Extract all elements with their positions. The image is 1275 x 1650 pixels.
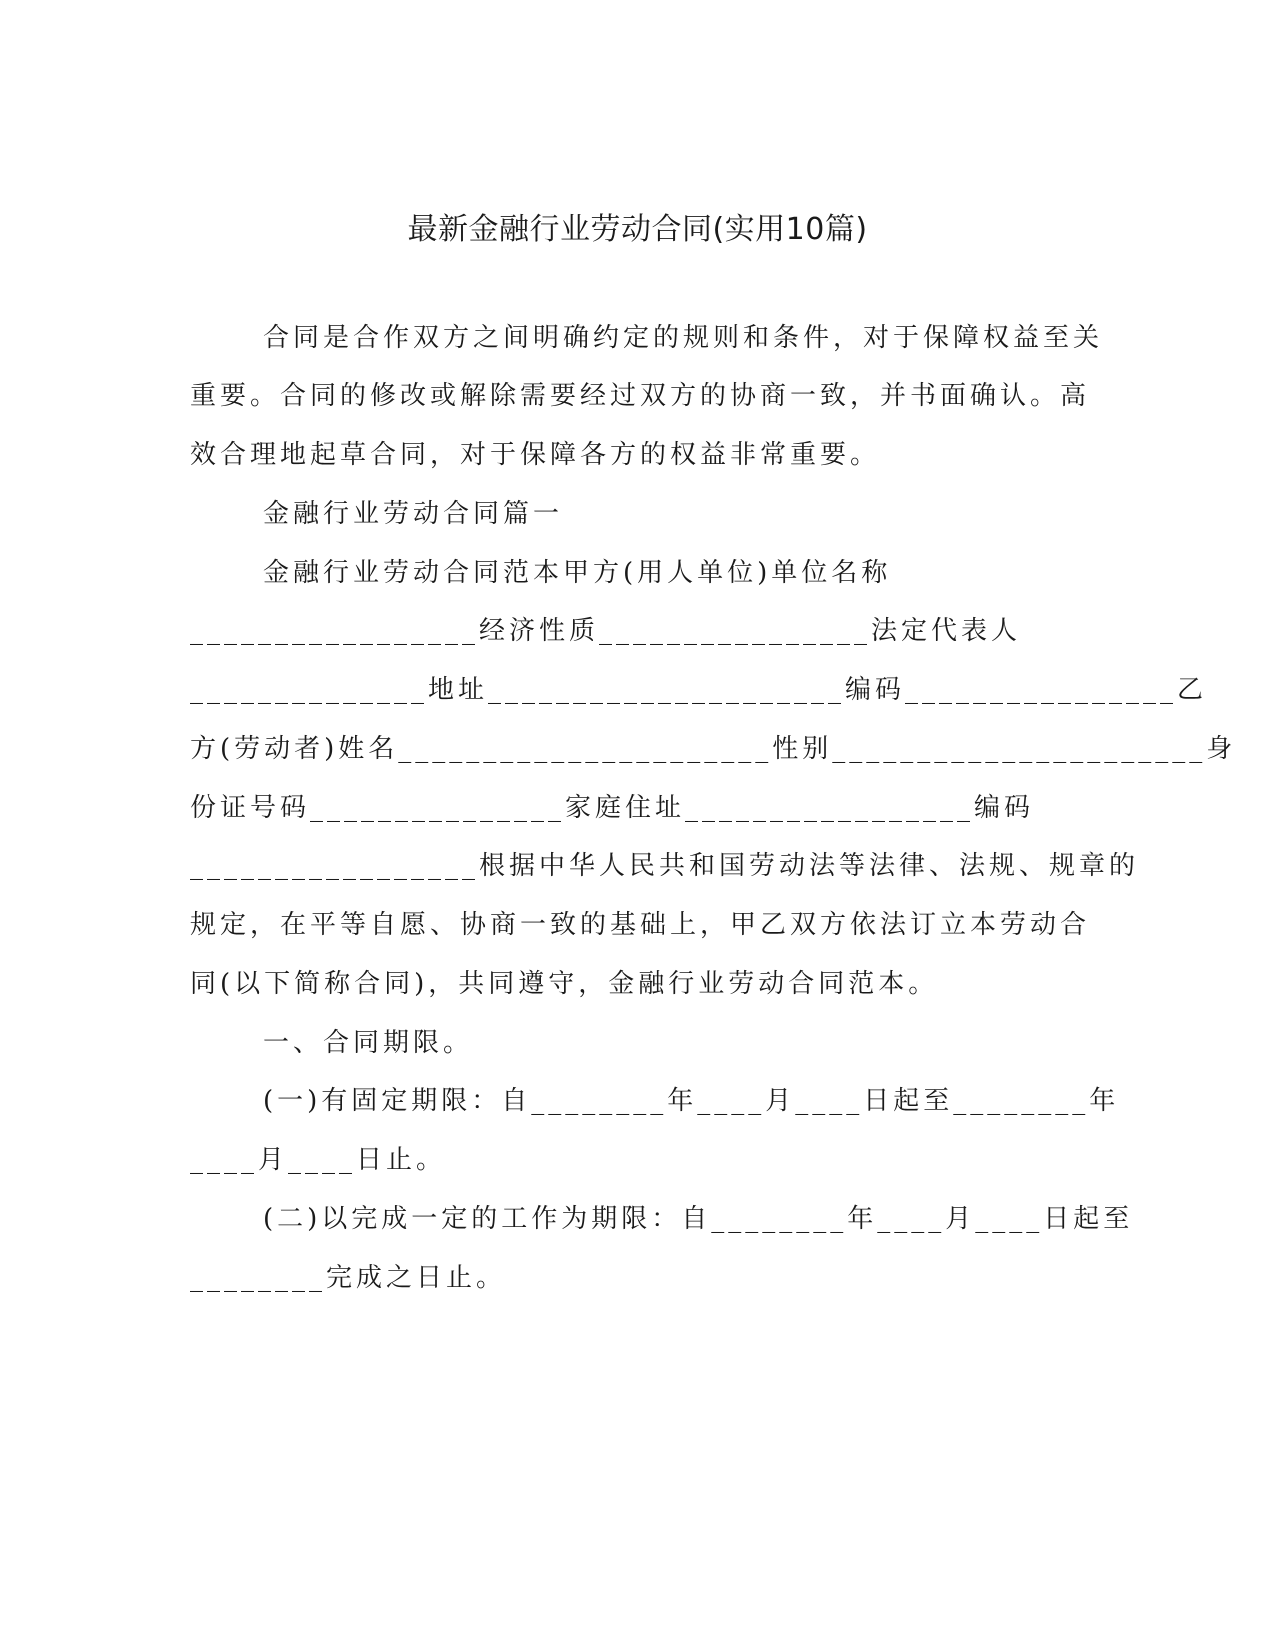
clause-item: (一)有固定期限：自________年____月____日起至________年: [263, 1086, 1120, 1116]
paragraph-line: 金融行业劳动合同范本甲方(用人单位)单位名称: [263, 558, 892, 588]
clause-heading: 一、合同期限。: [263, 1028, 474, 1058]
paragraph-line: 合同是合作双方之间明确约定的规则和条件，对于保障权益至关: [263, 323, 1104, 353]
paragraph-line: 重要。合同的修改或解除需要经过双方的协商一致，并书面确认。高: [190, 381, 1091, 411]
document-title: 最新金融行业劳动合同(实用10篇): [407, 212, 868, 247]
paragraph-line: 规定，在平等自愿、协商一致的基础上，甲乙双方依法订立本劳动合: [190, 910, 1091, 940]
section-heading: 金融行业劳动合同篇一: [263, 499, 564, 529]
clause-item: (二)以完成一定的工作为期限：自________年____月____日起至: [263, 1204, 1134, 1234]
form-field-line: 方(劳动者)姓名______________________性别______________________身: [190, 734, 1237, 764]
form-field-line: ______________地址_____________________编码________________乙: [190, 675, 1208, 705]
form-field-line: 份证号码_______________家庭住址_________________编码: [190, 793, 1035, 823]
paragraph-line: 同(以下简称合同)，共同遵守，金融行业劳动合同范本。: [190, 969, 939, 999]
paragraph-line: _________________根据中华人民共和国劳动法等法律、法规、规章的: [190, 851, 1140, 881]
paragraph-line: 效合理地起草合同，对于保障各方的权益非常重要。: [190, 440, 881, 470]
clause-item-continuation: ________完成之日止。: [190, 1263, 507, 1293]
clause-item-continuation: ____月____日止。: [190, 1145, 447, 1175]
form-field-line: _________________经济性质________________法定代表人: [190, 616, 1022, 646]
